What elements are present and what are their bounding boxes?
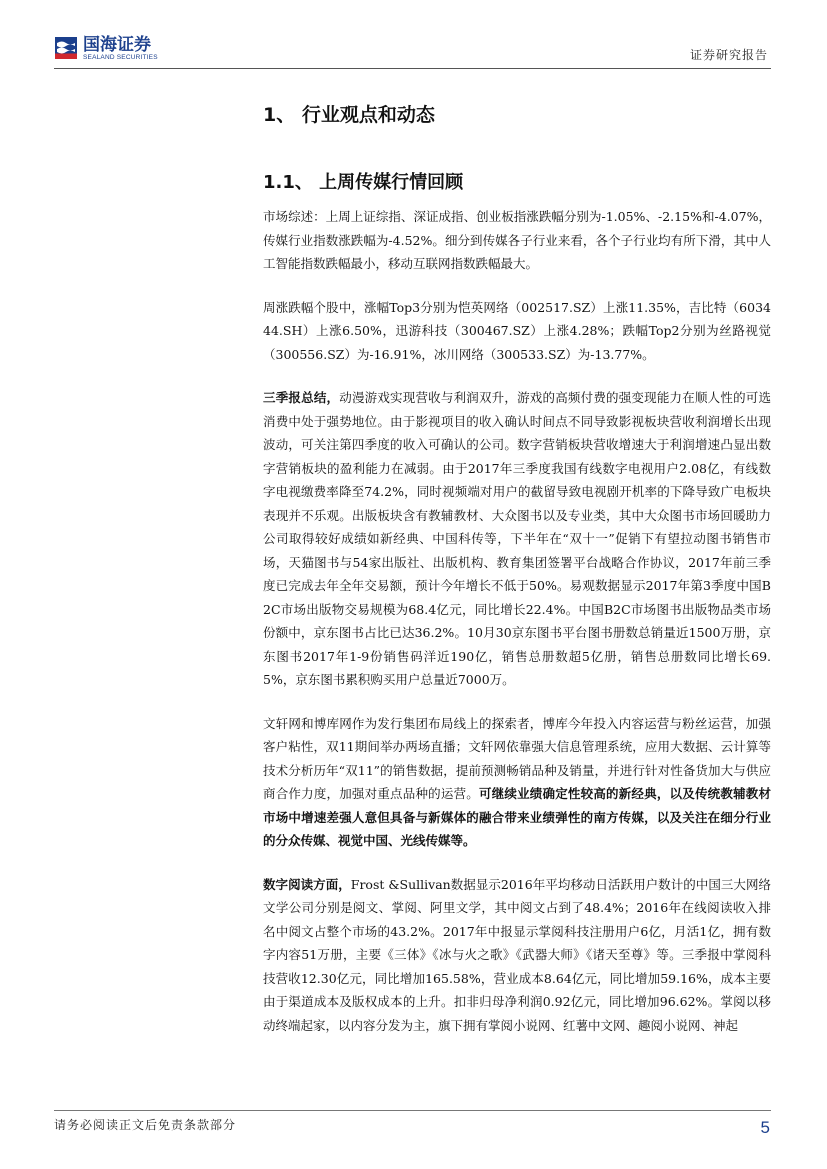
page-number: 5 <box>760 1118 770 1137</box>
header-divider <box>54 68 771 69</box>
q3-summary-lead: 三季报总结， <box>263 390 340 405</box>
digital-reading-text: Frost &Sullivan数据显示2016年平均移动日活跃用户数计的中国三大网络文学公司分别是阅文、掌阅、阿里文学，其中阅文占到了48.4%；2016年在线阅读收入排名中阅文占整个市场的43.2%。2017年中报显示掌阅科技注册用户6亿，月活1亿，拥有数字内容51万册，主要《三体》《冰与火之歌》《武器大师》《诸天至尊》等。三季报中掌阅科技营收12.30亿元，同比增加165.58%，营业成本8.64亿元，同比增加59.16%，成本主要由于渠道成本及版权成本的上升。扣非归母净利润0.92亿元，同比增加96.62%。掌阅以移动终端起家，以内容分发为主，旗下拥有掌阅小说网、红薯中文网、趣阅小说网、神起 <box>263 876 771 1033</box>
publishing-channels-paragraph <box>263 712 771 853</box>
document-type-label: 证券研究报告 <box>689 48 768 62</box>
logo-chinese-name: 国海证券 <box>83 35 151 55</box>
stock-movers-paragraph: 周涨跌幅个股中，涨幅Top3分别为恺英网络（002517.SZ）上涨11.35%，吉比特（603444.SH）上涨6.50%，迅游科技（300467.SZ）上涨4.28%；跌幅Top2分别为丝路视觉（300556.SZ）为-16.91%，冰川网络（300533.SZ）为-13.77%。 <box>263 299 771 362</box>
section-heading: 1、 行业观点和动态 <box>263 104 435 126</box>
publishing-channels-text: 文轩网和博库网作为发行集团布局线上的探索者，博库今年投入内容运营与粉丝运营，加强客户粘性，双11期间举办两场直播；文轩网依靠强大信息管理系统，应用大数据、云计算等技术分析历年“双11”的销售数据，提前预测畅销品种及销量，并进行针对性备货加大与供应商合作力度，加强对重点品种的运营。 <box>263 715 771 801</box>
sealand-logo <box>54 36 158 62</box>
market-overview-paragraph: 市场综述：上周上证综指、深证成指、创业板指涨跌幅分别为-1.05%、-2.15%和-4.07%，传媒行业指数涨跌幅为-4.52%。细分到传媒各子行业来看，各个子行业均有所下滑，其中人工智能指数跌幅最小，移动互联网指数跌幅最大。 <box>263 209 771 271</box>
recommendation-text: 可继续业绩确定性较高的新经典，以及传统教辅教材市场中增速差强人意但具备与新媒体的融合带来业绩弹性的南方传媒，以及关注在细分行业的分众传媒、视觉中国、光线传媒等。 <box>263 786 771 848</box>
q3-summary-text: 动漫游戏实现营收与利润双升，游戏的高频付费的强变现能力在顺人性的可选消费中处于强势地位。由于影视项目的收入确认时间点不同导致影视板块营收利润增长出现波动，可关注第四季度的收入可确认的公司。数字营销板块营收增速大于利润增速凸显出数字营销板块的盈利能力在减弱。由于2017年三季度我国有线数字电视用户2.08亿，有线数字电视缴费率降至74.2%，同时视频端对用户的截留导致电视剧开机率的下降导致广电板块表现并不乐观。出版板块含有教辅教材、大众图书以及专业类，其中大众图书市场回暖助力公司取得较好成绩如新经典、中国科传等，下半年在“双十一”促销下有望拉动图书销售市场，天猫图书与54家出版社、出版机构、教育集团签署平台战略合作协议，2017年前三季度已完成去年全年交易额，预计今年增长不低于50%。易观数据显示2017年第3季度中国B2C市场出版物交易规模为68.4亿元，同比增长22.4%。中国B2C市场图书出版物品类市场份额中，京东图书占比已达36.2%。10月30京东图书平台图书册数总销量近1500万册，京东图书2017年1-9份销售码洋近190亿，销售总册数超5亿册，销售总册数同比增长69.5%，京东图书累积购买用户总量近7000万。 <box>263 390 771 687</box>
footer-divider <box>54 1110 771 1111</box>
disclaimer-note: 请务必阅读正文后免责条款部分 <box>54 1118 237 1132</box>
digital-reading-lead: 数字阅读方面， <box>263 876 351 892</box>
logo-english-name: SEALAND SECURITIES <box>83 54 158 61</box>
sealand-logo-icon <box>54 36 78 60</box>
page-header <box>0 0 827 70</box>
subsection-heading: 1.1、 上周传媒行情回顾 <box>263 172 464 193</box>
report-body <box>263 205 771 1057</box>
digital-reading-paragraph <box>263 873 771 1038</box>
q3-summary-paragraph <box>263 386 771 692</box>
